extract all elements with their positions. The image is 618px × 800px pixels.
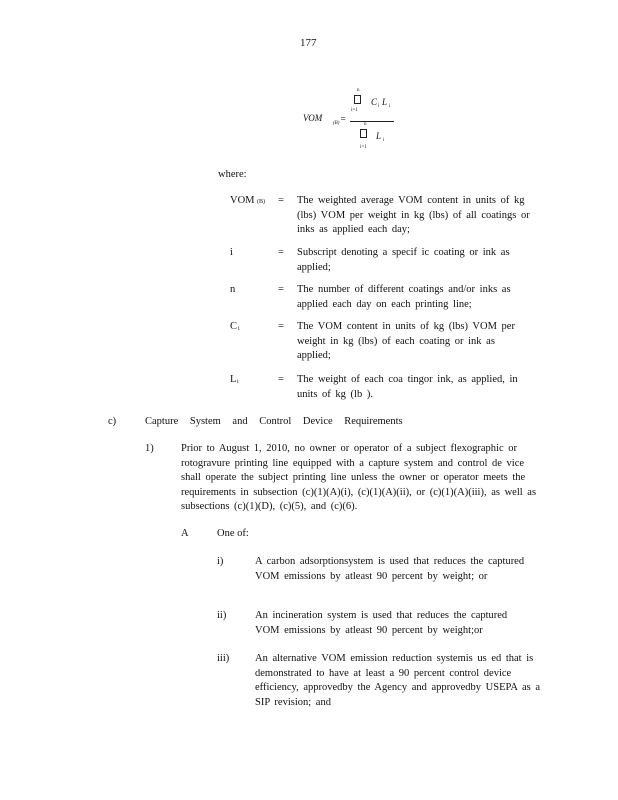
definition-text: The VOM content in units of kg (lbs) VOM per weight in kg (lbs) of each coating or ink as applied; bbox=[297, 321, 515, 361]
sub-item-label: iii) bbox=[217, 653, 230, 664]
definition-symbol-subscript: i bbox=[237, 379, 239, 385]
item-text: Prior to August 1, 2010, no owner or operator of a subject flexographic or rotogravure printing line equipped with a capture system and control de vice shall operate the subject printing line unless the owner or operator meets the requirements in subsection (c)(1)(A)(i), (c)(1)(A)(ii), or (c)(1)(A)(iii), as well as subsections (c)(1)(D), (c)(5), and (c)(6). bbox=[181, 443, 537, 512]
fraction-bar bbox=[350, 121, 394, 122]
summation-symbol bbox=[360, 129, 367, 138]
definition-equals: = bbox=[278, 195, 284, 206]
equation-equals: = bbox=[340, 114, 347, 124]
definition-symbol: C bbox=[230, 321, 238, 332]
sub-item-label: i) bbox=[217, 556, 224, 567]
numerator-term-c: C bbox=[371, 97, 378, 107]
definition-symbol-subscript: (B) bbox=[257, 199, 265, 205]
equation-lhs-subscript: (B) bbox=[333, 121, 340, 126]
denominator-term-l-sub: i bbox=[383, 138, 385, 143]
numerator-term-l: L bbox=[382, 97, 388, 107]
definition-symbol: i bbox=[230, 247, 233, 258]
definition-text: Subscript denoting a specif ic coating or ink as applied; bbox=[297, 247, 510, 273]
sub-item-text: An incineration system is used that reduces the captured VOM emissions by atleast 90 percent by weight;or bbox=[255, 610, 508, 636]
definition-symbol-subscript: i bbox=[238, 326, 240, 332]
numerator-lower-limit: i=1 bbox=[351, 108, 358, 113]
sub-item-text: A carbon adsorptionsystem is used that reduces the captured VOM emissions by atleast 90 percent by weight; or bbox=[255, 556, 525, 582]
numerator-upper-limit: n bbox=[357, 88, 360, 93]
sub-item-text: An alternative VOM emission reduction systemis us ed that is demonstrated to have at least a 90 percent control device efficiency, approvedby the Agency and approvedby USEPA as a SIP revision; and bbox=[255, 653, 541, 708]
page-number: 177 bbox=[300, 37, 317, 49]
item-text: One of: bbox=[217, 528, 249, 539]
where-label: where: bbox=[218, 169, 247, 180]
sub-item-label: ii) bbox=[217, 610, 227, 621]
definition-symbol: n bbox=[230, 284, 236, 295]
definition-text: The weight of each coa tingor ink, as applied, in units of kg (lb ). bbox=[297, 374, 518, 400]
definition-equals: = bbox=[278, 374, 284, 385]
definition-equals: = bbox=[278, 247, 284, 258]
numerator-term-c-sub: i bbox=[378, 104, 380, 109]
definition-equals: = bbox=[278, 321, 284, 332]
summation-symbol bbox=[354, 95, 361, 104]
definition-symbol: L bbox=[230, 374, 237, 385]
equation-lhs: VOM bbox=[303, 113, 323, 123]
denominator-term-l: L bbox=[376, 131, 382, 141]
numerator-term-l-sub: i bbox=[389, 104, 391, 109]
item-label: A bbox=[181, 528, 189, 539]
section-title: Capture System and Control Device Requirements bbox=[145, 416, 403, 427]
denominator-upper-limit: n bbox=[364, 122, 367, 127]
item-label: 1) bbox=[145, 443, 154, 454]
section-label: c) bbox=[108, 416, 117, 427]
definition-equals: = bbox=[278, 284, 284, 295]
definition-symbol: VOM bbox=[230, 195, 255, 206]
definition-text: The number of different coatings and/or inks as applied each day on each printing line; bbox=[297, 284, 511, 310]
definition-text: The weighted average VOM content in units of kg (lbs) VOM per weight in kg (lbs) of all coatings or inks as applied each day; bbox=[297, 195, 530, 235]
denominator-lower-limit: i=1 bbox=[360, 145, 367, 150]
